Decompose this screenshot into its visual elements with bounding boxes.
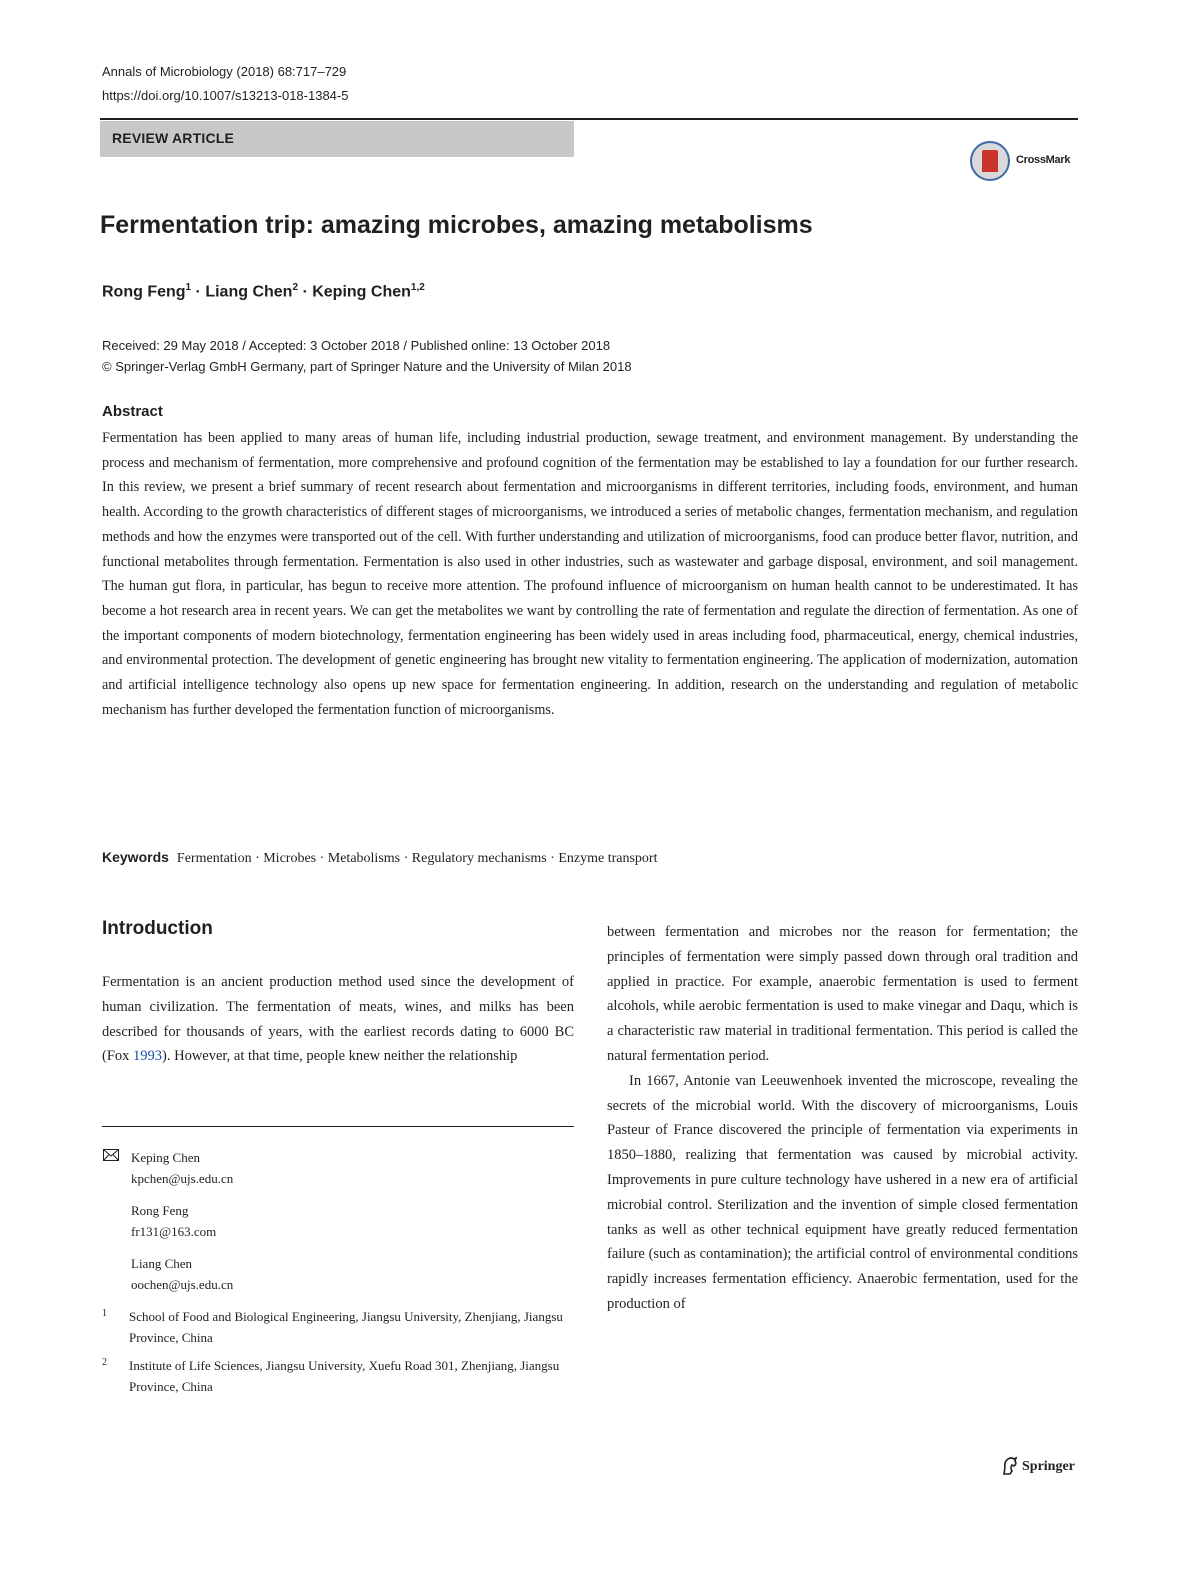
author-separator: · bbox=[191, 283, 206, 301]
article-type-banner bbox=[100, 121, 574, 157]
contact-name: Keping Chen bbox=[131, 1150, 200, 1165]
header-rule bbox=[100, 118, 1078, 120]
contact-name: Liang Chen bbox=[131, 1256, 193, 1271]
citation-link[interactable]: 1993 bbox=[133, 1048, 163, 1065]
contact-name: Rong Feng bbox=[131, 1203, 189, 1218]
envelope-icon bbox=[103, 1149, 119, 1161]
publication-dates: Received: 29 May 2018 / Accepted: 3 October 2018 / Published online: 13 October 2018 bbox=[102, 338, 611, 353]
author-affiliation-mark: 2 bbox=[292, 282, 298, 293]
author-affiliation-mark: 1,2 bbox=[410, 282, 425, 293]
article-title: Fermentation trip: amazing microbes, amazing metabolisms bbox=[100, 211, 813, 239]
contact-entry bbox=[131, 1201, 574, 1242]
crossmark-label: CrossMark bbox=[1016, 154, 1071, 166]
affiliation-text: Institute of Life Sciences, Jiangsu University, Xuefu Road 301, Zhenjiang, Jiangsu Province, China bbox=[129, 1358, 560, 1394]
section-heading-introduction: Introduction bbox=[102, 918, 213, 939]
corresponding-contacts bbox=[102, 1148, 574, 1405]
affiliation-entry bbox=[102, 1307, 574, 1348]
keywords-label: Keywords bbox=[102, 849, 169, 865]
publisher-logo bbox=[1000, 1454, 1080, 1480]
springer-horse-icon bbox=[1000, 1456, 1020, 1476]
journal-reference: Annals of Microbiology (2018) 68:717–729 bbox=[102, 64, 347, 79]
copyright-notice: © Springer-Verlag GmbH Germany, part of Springer Nature and the University of Milan 2018 bbox=[102, 359, 632, 374]
author-separator: · bbox=[298, 283, 313, 301]
contact-email[interactable]: oochen@ujs.edu.cn bbox=[131, 1276, 234, 1292]
contact-entry bbox=[131, 1254, 574, 1295]
contact-email[interactable]: fr131@163.com bbox=[131, 1223, 217, 1239]
author-name[interactable]: Liang Chen bbox=[205, 283, 293, 301]
author-name[interactable]: Rong Feng bbox=[102, 283, 186, 301]
body-text: ). However, at that time, people knew neither the relationship bbox=[162, 1048, 518, 1065]
crossmark-badge[interactable] bbox=[970, 140, 1082, 186]
crossmark-icon bbox=[970, 141, 1010, 181]
introduction-right-column bbox=[607, 920, 1078, 1317]
contact-email[interactable]: kpchen@ujs.edu.cn bbox=[131, 1170, 234, 1186]
keywords-list: Fermentation · Microbes · Metabolisms · Regulatory mechanisms · Enzyme transport bbox=[176, 851, 658, 866]
contact-entry bbox=[131, 1148, 574, 1189]
affiliation-entry bbox=[102, 1356, 574, 1397]
affiliation-text: School of Food and Biological Engineering, Jiangsu University, Zhenjiang, Jiangsu Province, China bbox=[129, 1309, 563, 1345]
body-paragraph bbox=[102, 970, 574, 1069]
body-paragraph: between fermentation and microbes nor the reason for fermentation; the principles of fermentation were simply passed down through oral tradition and applied in practice. For example, anaerobic fermentation is used to ferment alcohols, while aerobic fermentation is used to make vinegar and Daqu, which is a characteristic raw material in traditional fermentation. This period is called the natural fermentation period. bbox=[607, 924, 1078, 1064]
footnote-rule bbox=[102, 1126, 574, 1127]
doi-link[interactable]: https://doi.org/10.1007/s13213-018-1384-5 bbox=[102, 88, 349, 103]
author-name[interactable]: Keping Chen bbox=[312, 283, 411, 301]
publisher-name: Springer bbox=[1022, 1459, 1075, 1474]
abstract-heading: Abstract bbox=[102, 403, 163, 420]
affiliations bbox=[102, 1307, 574, 1397]
keywords bbox=[102, 846, 1078, 870]
affiliation-number: 2 bbox=[102, 1357, 107, 1368]
abstract-text: Fermentation has been applied to many areas of human life, including industrial production, sewage treatment, and environment management. By understanding the process and mechanism of fermentation, more comprehensive and profound cognition of the fermentation may be established to lay a foundation for our further research. In this review, we present a brief summary of recent research about fermentation and microorganisms in different territories, including foods, environment, and human health. According to the growth characteristics of different stages of microorganisms, we introduced a series of metabolic changes, fermentation mechanism, and regulation methods and how the enzymes were transported out of the cell. With further understanding and utilization of microorganisms, food can produce better flavor, nutrition, and functional metabolites through fermentation. Fermentation is also used in other industries, such as wastewater and garbage disposal, environment, and soil management. The human gut flora, in particular, has begun to receive more attention. The profound influence of microorganism on human health cannot to be underestimated. It has become a hot research area in recent years. We can get the metabolites we want by controlling the rate of fermentation and regulate the direction of fermentation. As one of the important components of modern biotechnology, fermentation engineering has been widely used in areas including food, pharmaceutical, energy, chemical industries, and environmental protection. The development of genetic engineering has brought new vitality to fermentation engineering. The application of modernization, automation and artificial intelligence technology also opens up new space for fermentation engineering. In addition, research on the understanding and regulation of metabolic mechanism has further developed the fermentation function of microorganisms. bbox=[102, 430, 1078, 718]
author-list bbox=[102, 276, 425, 304]
body-paragraph: In 1667, Antonie van Leeuwenhoek invented the microscope, revealing the secrets of the microbial world. With the discovery of microorganisms, Louis Pasteur of France discovered the principle of fermentation via experiments in 1850–1880, realizing that fermentation was caused by microbial activity. Improvements in pure culture technology have ushered in a new era of artificial microbial control. Sterilization and the invention of simple closed fermentation tanks as well as other technical equipment have greatly reduced fermentation failure (such as contamination); the artificial control of environmental conditions rapidly increases fermentation efficiency. Anaerobic fermentation, used for the production of bbox=[607, 1072, 1078, 1312]
introduction-left-column bbox=[102, 970, 574, 1069]
author-affiliation-mark: 1 bbox=[185, 282, 192, 293]
affiliation-number: 1 bbox=[102, 1308, 107, 1319]
body-text: Fermentation is an ancient production method used since the development of human civilization. The fermentation of meats, wines, and milks has been described for thousands of years, with the earliest records dating to 6000 BC (Fox bbox=[102, 974, 574, 1065]
article-type-label: REVIEW ARTICLE bbox=[112, 130, 235, 146]
